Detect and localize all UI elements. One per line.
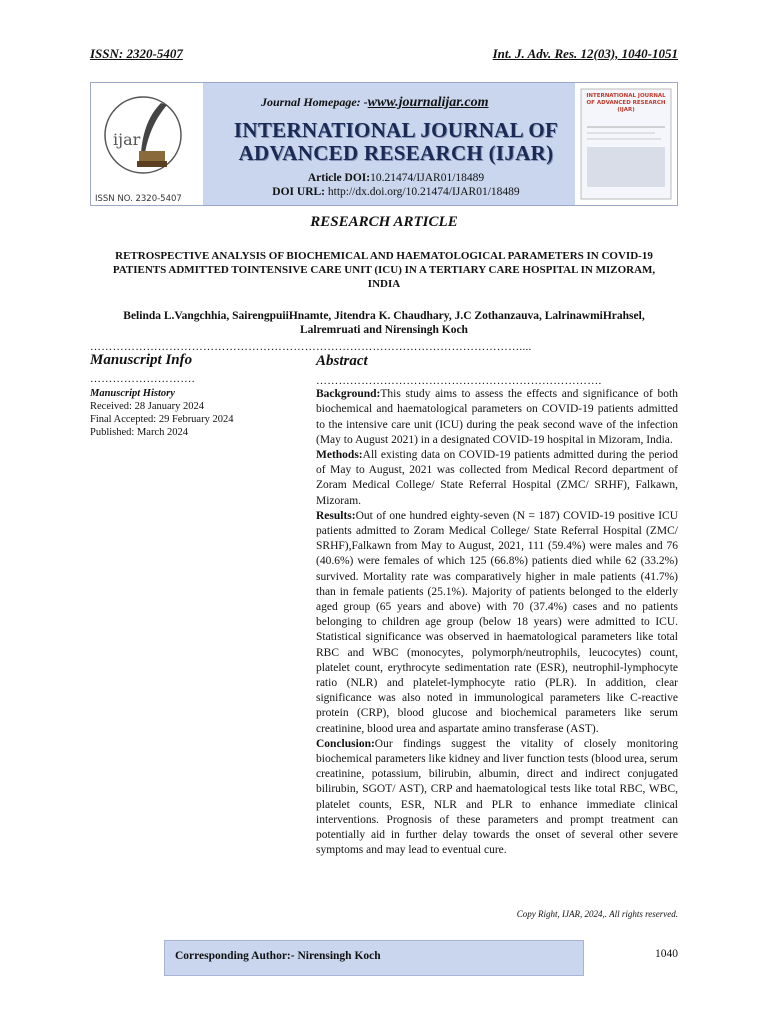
logo-text: ijar	[113, 130, 141, 149]
page-number: 1040	[655, 948, 678, 960]
corresponding-author: Corresponding Author:- Nirensingh Koch	[164, 940, 584, 976]
abstract: Abstract …………………………………………………………………. Background:This study aims to assess the effects and significance of both biochemical and haematological parameters on COVID-19 patients admitted to the intensive care unit (ICU) during the peak second wave of the infection (May to August 2021) in a designated COVID-19 hospital in Mizoram, India. Methods:All existing data on COVID-19 patients admitted during the period of May to August, 2021 was collected from Medical Record department of Zoram Medical College/ State Referral Hospital (ZMC/ SRHF), Falkawn, Mizoram. Results:Out of one hundred eighty-seven (N = 187) COVID-19 positive ICU patients admitted to Zoram Medical College/ State Referral Hospital (ZMC/ SRHF),Falkawn from May to August, 2021, 111 (59.4%) were males and 76 (40.6%) were females of which 125 (66.8%) patients died while 62 (33.2%) survived. Mortality rate was comparatively higher in male patients (41.7%) than in female patients (25.1%). Majority of patients belonged to the elderly aged group (65 years and above) with 70 (37.4%) cases and no patients belonging to children age group (below 18 years) were admitted to ICU. Statistical significance was observed in haematological parameters like total RBC and WBC (monocytes, polymorph/neutrophils, leucocytes) count, platelet count, erythrocyte sedimentation rate (ESR), neutrophil-lymphocyte ratio (NLR) and platelet-lymphocyte ratio (PLR). In addition, clear significance was also noted in immunological parameters like C-reactive protein (CRP), blood glucose and biochemical parameters like serum creatinine, blood urea and aspartate amino transferase (AST). Conclusion:Our findings suggest the vitality of closely monitoring biochemical parameters like kidney and liver function tests (blood urea, serum creatinine, potassium, bilirubin, albumin, direct and indirect conjugated bilirubin, SGOT/ AST), CRP and haematological tests like total RBC, WBC, platelet counts, ESR, NLR and PLR to enhance immediate clinical interventions. Prognosis of these parameters and prompt treatment can potentially aid in further delay towards the onset of several other severe symptoms and may lead to eventual cure.	[316, 390, 678, 859]
citation-header: Int. J. Adv. Res. 12(03), 1040-1051	[492, 46, 678, 61]
journal-homepage: Journal Homepage: -www.journalijar.com	[261, 95, 489, 110]
abstract-methods: Methods:All existing data on COVID-19 patients admitted during the period of May to August, 2021 was collected from Medical Record department of Zoram Medical College/ State Referral Hospital (ZMC/ SRHF), Falkawn, Mizoram.	[316, 449, 678, 507]
homepage-link[interactable]: www.journalijar.com	[367, 95, 489, 110]
abstract-heading: Abstract	[316, 353, 368, 369]
logo-issn: ISSN NO. 2320-5407	[95, 194, 182, 204]
separator-line: ……………………………………………………………………………………………………....	[90, 341, 532, 353]
journal-title: INTERNATIONAL JOURNAL OF ADVANCED RESEARCH (IJAR)	[233, 118, 559, 165]
article-type: RESEARCH ARTICLE	[310, 214, 458, 230]
doi-block: Article DOI:10.21474/IJAR01/18489 DOI URL: http://dx.doi.org/10.21474/IJAR01/18489	[272, 172, 520, 198]
doi-url-link[interactable]: http://dx.doi.org/10.21474/IJAR01/18489	[327, 186, 520, 198]
abstract-background: Background:This study aims to assess the effects and significance of both biochemical and haematological parameters on COVID-19 patients admitted to the intensive care unit (ICU) during the peak second wave of the infection (May to August 2021) in a designated COVID-19 hospital in Mizoram, India.	[316, 388, 678, 446]
copyright-notice: Copy Right, IJAR, 2024,. All rights reserved.	[516, 909, 678, 919]
journal-banner	[90, 82, 678, 206]
author-list: Belinda L.Vangchhia, SairengpuiiHnamte, Jitendra K. Chaudhary, J.C Zothanzauva, LalrinawmiHrahsel, Lalremruati and Nirensingh Koch	[123, 310, 645, 336]
manuscript-history-label: Manuscript History	[90, 388, 175, 399]
journal-logo	[91, 83, 203, 205]
abstract-results: Results:Out of one hundred eighty-seven (N = 187) COVID-19 positive ICU patients admitted to Zoram Medical College/ State Referral Hospital (ZMC/ SRHF),Falkawn from May to August, 2021, 111 (59.4%) were males and 76 (40.6%) were females of which 125 (66.8%) patients died while 62 (33.2%) survived. Mortality rate was comparatively higher in male patients (41.7%) than in female patients (25.1%). Majority of patients belonged to the elderly aged group (65 years and above) with 70 (37.4%) cases and no patients belonging to children age group (below 18 years) were admitted to ICU. Statistical significance was observed in haematological parameters like total RBC and WBC (monocytes, polymorph/neutrophils, leucocytes) count, platelet count, erythrocyte sedimentation rate (ESR), neutrophil-lymphocyte ratio (NLR) and platelet-lymphocyte ratio (PLR). In addition, clear significance was also noted in immunological parameters like C-reactive protein (CRP), blood glucose and biochemical parameters like serum creatinine, blood urea and aspartate amino transferase (AST).	[316, 509, 678, 735]
issn-header: ISSN: 2320-5407	[90, 46, 183, 61]
article-doi: 10.21474/IJAR01/18489	[370, 172, 485, 184]
published-date: Published: March 2024	[90, 427, 188, 438]
journal-cover-thumbnail: INTERNATIONAL JOURNAL OF ADVANCED RESEARCH (IJAR)	[575, 83, 677, 205]
manuscript-info: Manuscript Info ………………………. Manuscript History Received: 28 January 2024 Final Accepted: 29 February 2024 Published: March 2024	[90, 390, 300, 439]
received-date: Received: 28 January 2024	[90, 401, 205, 412]
accepted-date: Final Accepted: 29 February 2024	[90, 414, 234, 425]
abstract-conclusion: Conclusion:Our findings suggest the vitality of closely monitoring biochemical parameters like kidney and liver function tests (blood urea, serum creatinine, potassium, bilirubin, albumin, direct and indirect conjugated bilirubin, SGOT/ AST), CRP and haematological tests like total RBC, WBC, platelet counts, ESR, NLR and PLR to enhance immediate clinical interventions. Prognosis of these parameters and prompt treatment can potentially aid in further delay towards the onset of several other severe symptoms and may lead to eventual cure.	[316, 737, 678, 857]
manuscript-info-heading: Manuscript Info	[90, 352, 193, 368]
paper-title: RETROSPECTIVE ANALYSIS OF BIOCHEMICAL AND HAEMATOLOGICAL PARAMETERS IN COVID-19 PATIENTS ADMITTED TOINTENSIVE CARE UNIT (ICU) IN A TERTIARY CARE HOSPITAL IN MIZORAM, INDIA	[112, 250, 656, 290]
